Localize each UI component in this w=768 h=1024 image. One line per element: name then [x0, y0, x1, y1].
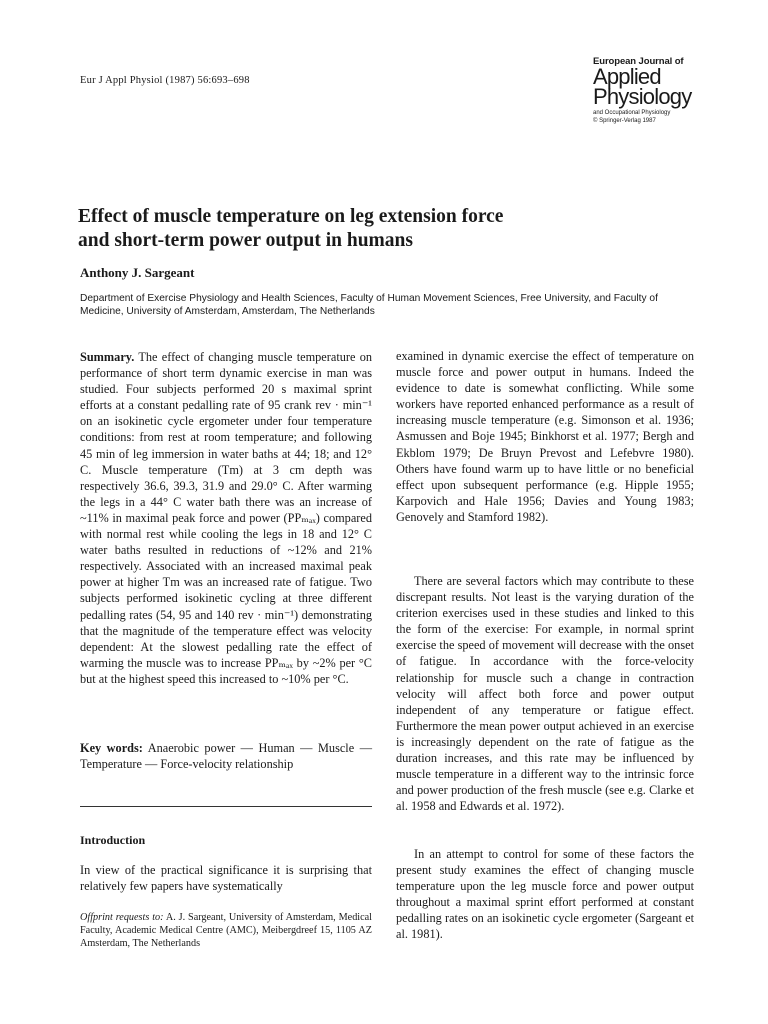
journal-logo-small-text: European Journal of — [593, 56, 684, 67]
keywords-paragraph — [80, 740, 372, 772]
offprint-footnote — [80, 911, 372, 950]
paper-title — [78, 205, 698, 253]
right-column-paragraph-1: examined in dynamic exercise the effect of temperature on muscle force and power output in humans. Indeed the evidence to date is somewhat conflicting. While some workers have reported enhanced performance as a result of increasing muscle temperature (e.g. Simonson et al. 1936; Asmussen and Boje 1945; Binkhorst et al. 1977; Bergh and Ekblom 1979; De Bruyn Prevost and Lefebvre 1980). Others have found warm up to have little or no beneficial effect upon subsequent performance (e.g. Hipple 1955; Karpovich and Hale 1956; Davies and Young 1983; Genovely and Stamford 1982). — [396, 349, 694, 524]
journal-logo-subtitle: and Occupational Physiology — [593, 110, 671, 116]
journal-logo-physiology: Physiology — [593, 84, 692, 109]
keywords-text: Anaerobic power — Human — Muscle — Temperature — Force-velocity relationship — [80, 741, 372, 772]
introduction-heading: Introduction — [80, 833, 146, 847]
offprint-text: A. J. Sargeant, University of Amsterdam, Medical Faculty, Academic Medical Centre (AMC), Meibergdreef 15, 1105 AZ Amsterdam, The Netherlands — [80, 912, 372, 949]
journal-citation: Eur J Appl Physiol (1987) 56:693–698 — [80, 75, 250, 86]
paper-title-line-2: and short-term power output in humans — [78, 230, 413, 251]
journal-logo-applied: Applied — [593, 64, 661, 89]
right-column-paragraph-3: In an attempt to control for some of these factors the present study examines the effect of changing muscle temperature upon the leg muscle force and power output throughout a maximal sprint effort performed at constant pedalling rates on an isokinetic cycle ergometer (Sargeant et al. 1981). — [396, 847, 694, 942]
author-name: Anthony J. Sargeant — [80, 265, 195, 280]
offprint-label: Offprint requests to: — [80, 912, 164, 923]
summary-label: Summary. — [80, 350, 135, 364]
journal-logo-copyright: © Springer-Verlag 1987 — [593, 117, 656, 124]
keywords-label: Key words: — [80, 741, 143, 755]
right-column-paragraph-2: There are several factors which may contribute to these discrepant results. Not least is the varying duration of the criterion exercises used in these studies and linked to this the form of the exercise: For example, in normal sprint exercise the speed of movement will decrease with the onset of fatigue. In accordance with the force-velocity relationship for muscle such a change in contraction velocity will affect both force and power output independent of any temperature or fatigue effect. Furthermore the mean power output achieved in an exercise is increasingly dependent on the rate of fatigue as the duration increases, and this rate may be influenced by muscle temperature in a different way to the intrinsic force and power production of the fresh muscle (see e.g. Clarke et al. 1958 and Edwards et al. 1972). — [396, 574, 694, 814]
journal-logo — [593, 56, 691, 125]
author-affiliation: Department of Exercise Physiology and Health Sciences, Faculty of Human Movement Sciences, Free University, and Faculty of Medicine, University of Amsterdam, Amsterdam, The Netherlands — [80, 293, 658, 317]
paper-title-line-1: Effect of muscle temperature on leg extension force — [78, 206, 504, 227]
section-divider — [80, 806, 372, 807]
summary-paragraph — [80, 349, 372, 687]
introduction-paragraph: In view of the practical significance it is surprising that relatively few papers have systematically — [80, 863, 372, 894]
summary-text: The effect of changing muscle temperature on performance of short term dynamic exercise in man was studied. Four subjects performed 20 s maximal sprint efforts at a constant pedalling rate of 95 crank rev · min⁻¹ on an isokinetic cycle ergometer under four temperature conditions: from rest at room temperature; and following 45 min of leg immersion in water baths at 44; 18; and 12° C. Muscle temperature (Tm) at 3 cm depth was respectively 36.6, 39.3, 31.9 and 29.0° C. After warming the legs in a 44° C water bath there was an increase of ~11% in maximal peak force and power (PPₘₐₓ) compared with normal rest while cooling the legs in 18 and 12° C water baths resulted in reductions of ~12% and 21% respectively. Associated with an increased maximal peak power at higher Tm was an increased rate of fatigue. Two subjects performed isokinetic cycling at three different pedalling rates (54, 95 and 140 rev · min⁻¹) demonstrating that the magnitude of the temperature effect was velocity dependent: At the slowest pedalling rate the effect of warming the muscle was to increase PPₘₐₓ by ~2% per °C but at the highest speed this increased to ~10% per °C. — [80, 350, 372, 686]
